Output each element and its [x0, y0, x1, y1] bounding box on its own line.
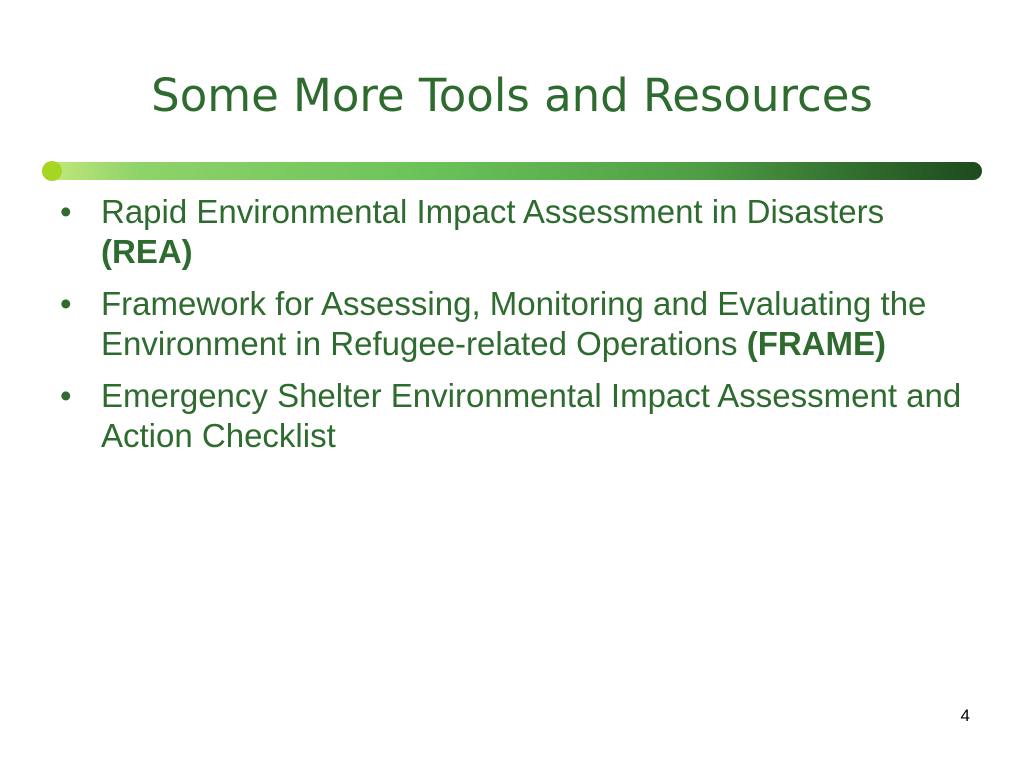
bullet-icon: •: [60, 377, 72, 414]
bullet-icon: •: [60, 285, 72, 322]
page-number: 4: [960, 706, 970, 725]
bullet-text: Framework for Assessing, Monitoring and Evaluating the Environment in Refugee-related Operations: [101, 285, 927, 362]
title-divider-bar: [42, 162, 982, 180]
bullet-text: Rapid Environmental Impact Assessment in Disasters: [101, 193, 885, 230]
divider-end-cap: [42, 161, 62, 181]
bullet-list: [58, 192, 978, 468]
bullet-text: Emergency Shelter Environmental Impact Assessment and Action Checklist: [101, 377, 962, 454]
bullet-item-rea: [58, 192, 978, 272]
bullet-item-frame: [58, 284, 978, 364]
bullet-acronym: (FRAME): [746, 325, 887, 362]
bullet-icon: •: [60, 193, 72, 230]
slide-title: Some More Tools and Resources: [151, 69, 873, 122]
bullet-item-checklist: [58, 376, 978, 456]
bullet-acronym: (REA): [101, 233, 193, 270]
